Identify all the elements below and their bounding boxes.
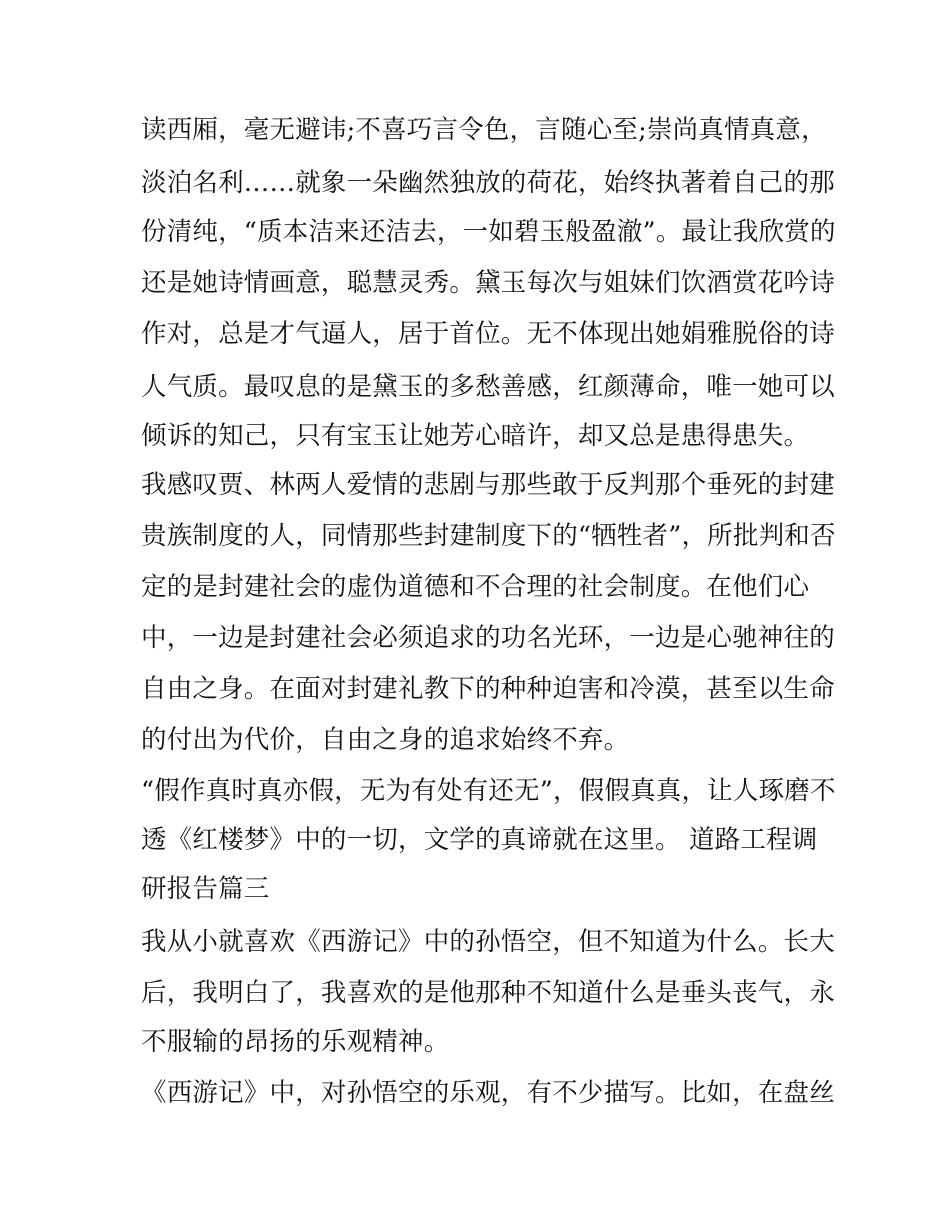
text-line: 后，我明白了，我喜欢的是他那种不知道什么是垂头丧气，永 xyxy=(141,978,835,1008)
text-line: 自由之身。在面对封建礼教下的种种迫害和冷漠，甚至以生命 xyxy=(141,674,835,704)
text-line: 还是她诗情画意，聪慧灵秀。黛玉每次与姐妹们饮酒赏花吟诗 xyxy=(141,268,835,298)
text-line: 读西厢，毫无避讳;不喜巧言令色，言随心至;崇尚真情真意， xyxy=(141,115,827,145)
text-line: “假作真时真亦假，无为有处有还无”，假假真真，让人琢磨不 xyxy=(141,776,836,806)
text-line: 作对，总是才气逼人，居于首位。无不体现出她娟雅脱俗的诗 xyxy=(141,319,835,349)
text-line: 贵族制度的人，同情那些封建制度下的“牺牲者”，所批判和否 xyxy=(141,521,836,551)
text-line: 定的是封建社会的虚伪道德和不合理的社会制度。在他们心 xyxy=(141,572,810,602)
text-line: 淡泊名利……就象一朵幽然独放的荷花，始终执著着自己的那 xyxy=(141,168,835,198)
section-heading-line: 研报告篇三 xyxy=(141,874,270,904)
text-line: 倾诉的知己，只有宝玉让她芳心暗许，却又总是患得患失。 xyxy=(141,421,810,451)
text-line: 的付出为代价，自由之身的追求始终不弃。 xyxy=(141,725,630,755)
text-line: 不服输的昂扬的乐观精神。 xyxy=(141,1027,450,1057)
text-line: 透《红楼梦》中的一切，文学的真谛就在这里。 道路工程调 xyxy=(141,825,818,855)
text-line: 我感叹贾、林两人爱情的悲剧与那些敢于反判那个垂死的封建 xyxy=(141,470,835,500)
text-line: 《西游记》中，对孙悟空的乐观，有不少描写。比如，在盘丝 xyxy=(141,1078,835,1108)
text-line: 份清纯，“质本洁来还洁去，一如碧玉般盈澈”。最让我欣赏的 xyxy=(141,217,836,247)
text-line: 人气质。最叹息的是黛玉的多愁善感，红颜薄命，唯一她可以 xyxy=(141,372,835,402)
text-line: 我从小就喜欢《西游记》中的孙悟空，但不知道为什么。长大 xyxy=(141,927,835,957)
text-line: 中，一边是封建社会必须追求的功名光环，一边是心驰神往的 xyxy=(141,623,835,653)
